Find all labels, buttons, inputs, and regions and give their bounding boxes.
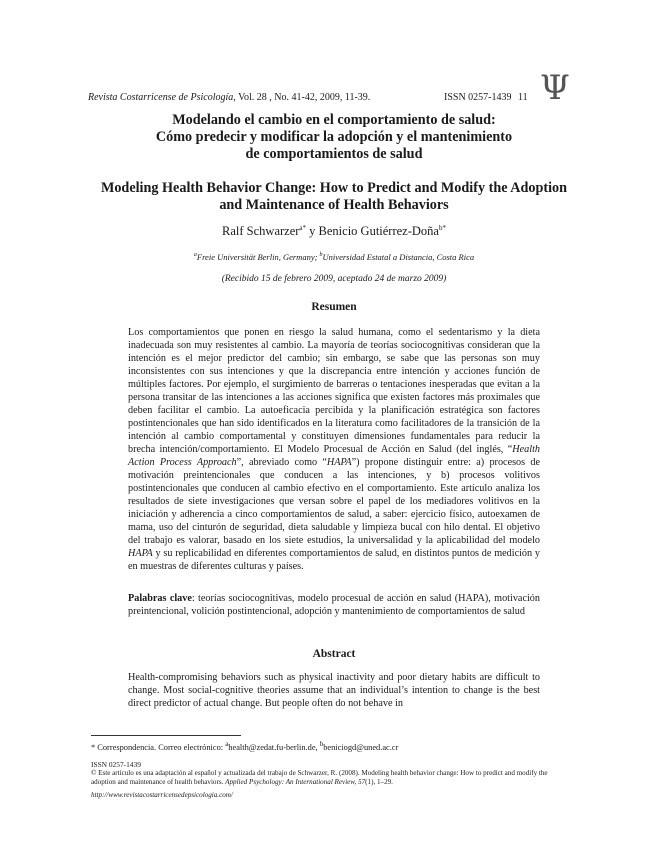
affiliations <box>80 252 588 262</box>
resumen-hapa-2: HAPA <box>128 548 153 559</box>
running-header <box>88 92 538 103</box>
title-english <box>80 180 588 214</box>
affil-a-mark: a <box>193 252 197 259</box>
author-1: Ralf Schwarzer <box>222 224 300 239</box>
copyright-journal: Applied Psychology: An International Review, 57 <box>225 778 366 786</box>
footnote-rule <box>91 735 241 736</box>
affil-a: Freie Universität Berlin, Germany; <box>196 252 320 262</box>
resumen-text-b: ”, abreviado como “ <box>236 457 327 468</box>
corr-mark-a: a <box>225 740 229 748</box>
footnote-copyright <box>91 769 569 787</box>
author-join: y <box>306 224 319 239</box>
resumen-text-d: y su replicabilidad en diferentes comportamientos de salud, en distintos puntos de medición y en muestras de diferentes culturas y países. <box>128 548 540 572</box>
affil-b: Universidad Estatal a Distancia, Costa Rica <box>322 252 475 262</box>
corr-label: * Correspondencia. Correo electrónico: <box>91 742 226 752</box>
received-dates: (Recibido 15 de febrero 2009, aceptado 24 de marzo 2009) <box>221 274 447 284</box>
resumen-paragraph <box>128 326 540 573</box>
resumen-text-a: Los comportamientos que ponen en riesgo la salud humana, como el sedentarismo y la dieta inadecuada son muy resistentes al cambio. La mayoría de teorías sociocognitivas consideran que la intención es el mejor predictor del cambio; sin embargo, se sabe que las personas son muy inconsistentes con sus intenciones y que la discrepancia entre intención y acciones función de múltiples factores. Por ejemplo, el surgimiento de barreras o tentaciones inesperadas que evitan a la persona transitar de las intenciones a las acciones significa que existen factores más proximales que deben facilitar el cambio. La autoeficacia percibida y la planificación estratégica son factores postintencionales que han sido identificados en la literatura como facilitadores de la transición de la intención al cambio comportamental y constituyen dimensiones fundamentales para reducir la brecha intención/comportamiento. El Modelo Procesual de Acción en Salud (del inglés, “ <box>128 327 540 455</box>
resumen-heading: Resumen <box>311 301 357 313</box>
journal-name: Revista Costarricense de Psicología <box>88 92 234 103</box>
copyright-text: © Este artículo es una adaptación al español y actualizada del trabajo de Schwarzer, R. (2008). Modeling health behavior change: How to predict and modify the adoption and maintenance of health behaviors. <box>91 769 548 786</box>
title-spanish <box>80 112 588 163</box>
keywords-paragraph <box>128 592 540 618</box>
abstract-paragraph: Health-compromising behaviors such as physical inactivity and poor dietary habits are difficult to change. Most social-cognitive theories assume that an individual’s intention to change is the best direct predictor of actual change. But people often do not behave in <box>128 672 540 709</box>
abstract-heading: Abstract <box>312 648 356 660</box>
resumen-text-c: ”) propone distinguir entre: a) procesos de motivación preintencionales que conducen a las intenciones, y b) procesos volitivos postintencionales que conducen al cambio efectivo en el comportamiento. Este artículo analiza los resultados de siete investigaciones que versan sobre el papel de los mediadores volitivos en la iniciación y adherencia a cinco comportamientos de salud, a saber: ejercicio físico, autoexamen de mama, uso del cinturón de seguridad, dieta saludable y limpieza bucal con hilo dental. El objetivo del trabajo es valorar, basado en los siete estudios, la universalidad y la aplicabilidad del modelo <box>128 457 541 546</box>
footnote-issn: ISSN 0257-1439 <box>91 760 141 769</box>
keywords-label: Palabras clave <box>128 593 192 604</box>
author-1-mark: a* <box>299 224 307 232</box>
email-a-link[interactable]: health@zedat.fu-berlin.de, <box>228 742 320 752</box>
resumen-hapa-1: HAPA <box>326 457 352 468</box>
author-2-mark: b* <box>438 224 446 232</box>
title-en-line1: Modeling Health Behavior Change: How to Predict and Modify the Adoption <box>100 180 568 196</box>
affil-b-mark: b <box>319 252 323 259</box>
journal-volume: , Vol. 28 , No. 41-42, 2009, 11-39. <box>233 92 371 103</box>
title-en-line2: and Maintenance of Health Behaviors <box>219 197 449 213</box>
title-es-line2: Cómo predecir y modificar la adopción y el mantenimiento <box>155 129 513 145</box>
copyright-tail: (1), 1–29. <box>365 778 393 786</box>
title-es-line3: de comportamientos de salud <box>245 146 423 162</box>
psi-logo-icon: Ψ <box>540 68 570 108</box>
footnote-url-link[interactable]: http://www.revistacostarricensedepsicologia.com/ <box>91 791 233 799</box>
page-number: 11 <box>518 92 528 103</box>
email-b-link[interactable]: beniciogd@uned.ac.cr <box>323 742 399 752</box>
resumen-hapa-full: Health Action Process Approach <box>128 444 540 468</box>
title-es-line1: Modelando el cambio en el comportamiento de salud: <box>172 112 496 128</box>
footnote-correspondence <box>91 740 561 752</box>
corr-mark-b: b <box>319 740 324 748</box>
keywords-text: : teorías sociocognitivas, modelo procesual de acción en salud (HAPA), motivación preintencional, volición postintencional, adopción y mantenimiento de comportamientos de salud <box>128 593 540 617</box>
author-2: Benicio Gutiérrez-Doña <box>318 224 439 239</box>
header-issn: ISSN 0257-1439 <box>444 92 512 103</box>
author-list <box>80 224 588 239</box>
